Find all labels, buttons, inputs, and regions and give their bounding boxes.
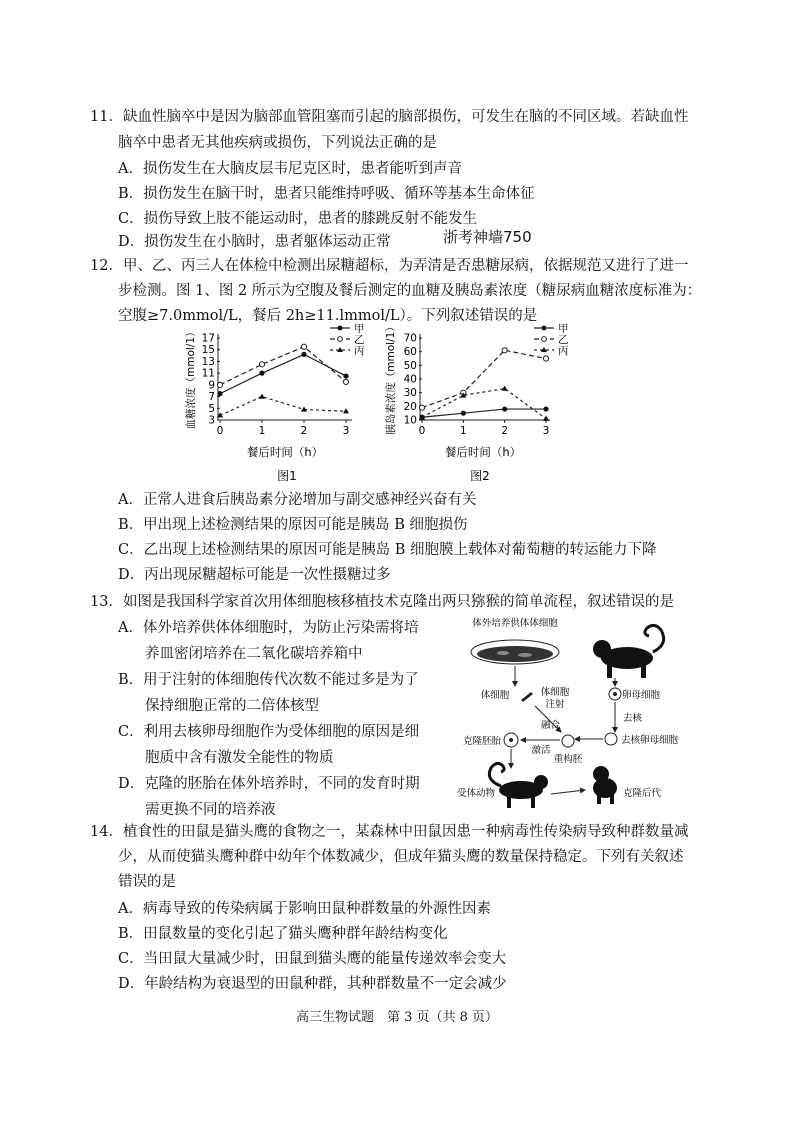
fig1-legend-label: 丙: [354, 345, 365, 357]
fig2-data-point: [502, 348, 507, 353]
needle-icon: [521, 692, 533, 702]
fig2-data-point: [461, 411, 466, 416]
enucleated-oocyte-icon: [605, 733, 617, 745]
q11-option-a: A．损伤发生在大脑皮层韦尼克区时，患者能听到声音: [118, 161, 462, 177]
diagram-fusion-label: 融合: [541, 720, 561, 731]
q14-option-d: D．年龄结构为衰退型的田鼠种群，其种群数量不一定会减少: [118, 976, 507, 992]
q11-stem-line1: [90, 107, 688, 127]
q12-number: 12．: [90, 258, 123, 274]
fig1-series-line-1: [220, 354, 346, 393]
diagram-enucleated-label: 去核卵母细胞: [621, 735, 679, 746]
q13-stem-line1: [90, 592, 674, 612]
q13-option-c-line1: C．利用去核卵母细胞作为受体细胞的原因是细: [118, 724, 420, 740]
q14-option-a: A．病毒导致的传染病属于影响田鼠种群数量的外源性因素: [118, 901, 491, 917]
diagram-inject-label2: 注射: [545, 699, 565, 710]
recipient-monkey-icon: [489, 763, 548, 808]
fig1-data-point: [217, 382, 222, 387]
q11-number: 11．: [90, 109, 123, 125]
q14-text1: 植食性的田鼠是猫头鹰的食物之一，某森林中田鼠因患一种病毒性传染病导致种群数量减: [122, 824, 689, 840]
fig1-series-line-2: [220, 347, 346, 385]
fig1-legend-marker: [338, 326, 343, 331]
fig2-y-tick-label: 20: [403, 400, 417, 413]
fig2-series-line-3: [422, 389, 546, 419]
fig1-y-tick-label: 5: [208, 402, 215, 415]
q12-option-b: B．甲出现上述检测结果的原因可能是胰岛 B 细胞损伤: [118, 517, 468, 533]
fig1-x-axis-label: 餐后时间（h）: [246, 445, 324, 459]
fig1-data-point: [343, 373, 348, 378]
diagram-somatic-label: 体细胞: [480, 690, 510, 701]
page-footer: 高三生物试题 第 3 页（共 8 页）: [295, 1010, 499, 1025]
fig2-data-point: [543, 356, 548, 361]
fig2-y-tick-label: 10: [403, 414, 417, 427]
fig2-y-tick-label: 70: [403, 332, 417, 345]
q12-text1: 甲、乙、丙三人在体检中检测出尿糖超标，为弄清是否患糖尿病，依据规范又进行了进一: [122, 258, 689, 274]
fig2-x-tick-label: 2: [501, 425, 509, 437]
fig2-series-line-2: [422, 350, 546, 407]
fig2-x-tick-label: 3: [542, 425, 550, 437]
q11-text1: 缺血性脑卒中是因为脑部血管阻塞而引起的脑部损伤，可发生在脑的不同区域。若缺血性: [122, 109, 689, 125]
fig2-x-tick-label: 1: [459, 425, 467, 437]
q14-number: 14．: [90, 824, 123, 840]
fig2-y-tick-label: 60: [403, 346, 417, 359]
q13-text1: 如图是我国科学家首次用体细胞核移植技术克隆出两只猕猴的简单流程，叙述错误的是: [122, 594, 674, 610]
diagram-culture-label: 体外培养供体体细胞: [472, 618, 558, 629]
fig1-y-axis-label: 血糖浓度（mmol/1）: [185, 326, 197, 430]
fig2-caption: 图2: [470, 469, 490, 483]
fig2-x-axis-label: 餐后时间（h）: [444, 445, 522, 459]
fig1-series-line-3: [220, 397, 346, 416]
fig1-data-point: [301, 352, 306, 357]
q11-option-c: C．损伤导致上肢不能运动时，患者的膝跳反射不能发生: [118, 211, 478, 227]
q12-option-d: D．丙出现尿糖超标可能是一次性摄糖过多: [118, 567, 391, 583]
fig1-legend-label: 乙: [354, 334, 365, 346]
fig2-x-tick-label: 0: [418, 425, 426, 437]
q14-option-c: C．当田鼠大量减少时，田鼠到猫头鹰的能量传递效率会变大: [118, 951, 507, 967]
q11-option-b: B．损伤发生在脑干时，患者只能维持呼吸、循环等基本生命体征: [118, 186, 535, 202]
fig1-x-tick-label: 0: [216, 425, 224, 437]
donor-monkey-icon: [593, 625, 664, 678]
q13-option-d-line2: 需更换不同的培养液: [145, 802, 276, 818]
diagram-enucleate-label: 去核: [623, 713, 643, 724]
q12-stem-line1: [90, 256, 688, 276]
q13-option-b-line1: B．用于注射的体细胞传代次数不能过多是为了: [118, 672, 419, 688]
fig2-legend-label: 甲: [558, 323, 569, 335]
q11-option-d: D．损伤发生在小脑时，患者躯体运动正常: [118, 234, 391, 250]
fig1-data-point: [343, 379, 348, 384]
fig2-legend-marker: [542, 326, 547, 331]
q14-option-b: B．田鼠数量的变化引起了猫头鹰种群年龄结构变化: [118, 926, 448, 942]
fig2-data-point: [543, 406, 548, 411]
fig2-y-tick-label: 40: [403, 373, 417, 386]
q11-stem-line2: 脑卒中患者无其他疾病或损伤，下列说法正确的是: [118, 135, 437, 151]
fig2-y-tick-label: 30: [403, 387, 417, 400]
fig2-data-point: [502, 386, 508, 391]
fig1-y-tick-label: 7: [208, 391, 215, 404]
watermark-text: 浙考神墙750: [443, 228, 532, 246]
fig2-data-point: [502, 406, 507, 411]
q13-option-b-line2: 保持细胞正常的二倍体核型: [145, 698, 319, 714]
q12-stem-line3: 空腹≥7.0mmol/L，餐后 2h≥11.lmmol/L）。下列叙述错误的是: [118, 308, 538, 324]
fig2-series-line-1: [422, 409, 546, 417]
fig1-x-tick-label: 2: [300, 425, 308, 437]
q12-stem-line2: 步检测。图 1、图 2 所示为空腹及餐后测定的血糖及胰岛素浓度（糖尿病血糖浓度标准为：: [118, 283, 702, 299]
petri-dish-icon: [471, 640, 559, 664]
fig1-x-tick-label: 1: [258, 425, 266, 437]
fig1-legend-label: 甲: [354, 323, 365, 335]
fig1-data-point: [217, 391, 222, 396]
q14-stem-line3: 错误的是: [118, 874, 176, 890]
q14-stem-line2: 少，从而使猫头鹰种群中幼年个体数减少，但成年猫头鹰的数量保持稳定。下列有关叙述: [118, 849, 684, 865]
diagram-activate-label: 激活: [531, 745, 551, 756]
fig2-legend-label: 乙: [558, 334, 569, 346]
reconstructed-embryo-icon: [562, 735, 574, 747]
fig1-y-tick-label: 13: [201, 355, 215, 368]
diagram-inject-label1: 体细胞: [540, 687, 570, 698]
diagram-reconstructed-label: 重构胚: [553, 754, 583, 765]
fig2-data-point: [419, 405, 424, 410]
fig1-y-tick-label: 17: [201, 332, 215, 345]
q13-option-a-line1: A．体外培养供体体细胞时，为防止污染需将培: [118, 620, 419, 636]
fig1-y-tick-label: 3: [208, 414, 215, 427]
fig1-data-point: [301, 344, 306, 349]
fig2-y-tick-label: 50: [403, 359, 417, 372]
q12-option-c: C．乙出现上述检测结果的原因可能是胰岛 B 细胞膜上载体对葡萄糖的转运能力下降: [118, 542, 657, 558]
fig1-data-point: [259, 394, 265, 399]
diagram-offspring-label: 克隆后代: [623, 788, 662, 799]
fig1-data-point: [259, 362, 264, 367]
fig1-caption: 图1: [277, 469, 297, 483]
diagram-oocyte-label: 卵母细胞: [622, 690, 661, 701]
q13-option-d-line1: D．克隆的胚胎在体外培养时，不同的发育时期: [118, 776, 420, 792]
fig1-legend-marker: [338, 337, 343, 342]
fig1-data-point: [259, 371, 264, 376]
q13-option-c-line2: 胞质中含有激发全能性的物质: [145, 750, 334, 766]
fig2-legend-label: 丙: [558, 345, 569, 357]
q13-number: 13．: [90, 594, 123, 610]
figure-2-insulin-chart: [380, 320, 580, 486]
fig1-y-tick-label: 11: [201, 367, 215, 380]
q14-stem-line1: [90, 822, 688, 842]
fig2-y-axis-label: 胰岛素浓度（mmol/1）: [385, 321, 397, 435]
fig1-x-tick-label: 3: [342, 425, 350, 437]
fig1-y-tick-label: 9: [208, 379, 215, 392]
q12-option-a: A．正常人进食后胰岛素分泌增加与副交感神经兴奋有关: [118, 492, 477, 508]
q13-option-a-line2: 养皿密闭培养在二氧化碳培养箱中: [145, 646, 363, 662]
fig2-data-point: [543, 416, 549, 421]
cloning-flow-diagram: [455, 616, 705, 816]
clone-offspring-icon: [593, 766, 617, 804]
figure-1-blood-glucose-chart: [180, 320, 370, 486]
diagram-clone-embryo-label: 克隆胚胎: [462, 736, 501, 747]
fig2-legend-marker: [542, 337, 547, 342]
fig1-y-tick-label: 15: [201, 344, 215, 357]
fig1-data-point: [343, 408, 349, 413]
diagram-recipient-label: 受体动物: [457, 788, 496, 799]
